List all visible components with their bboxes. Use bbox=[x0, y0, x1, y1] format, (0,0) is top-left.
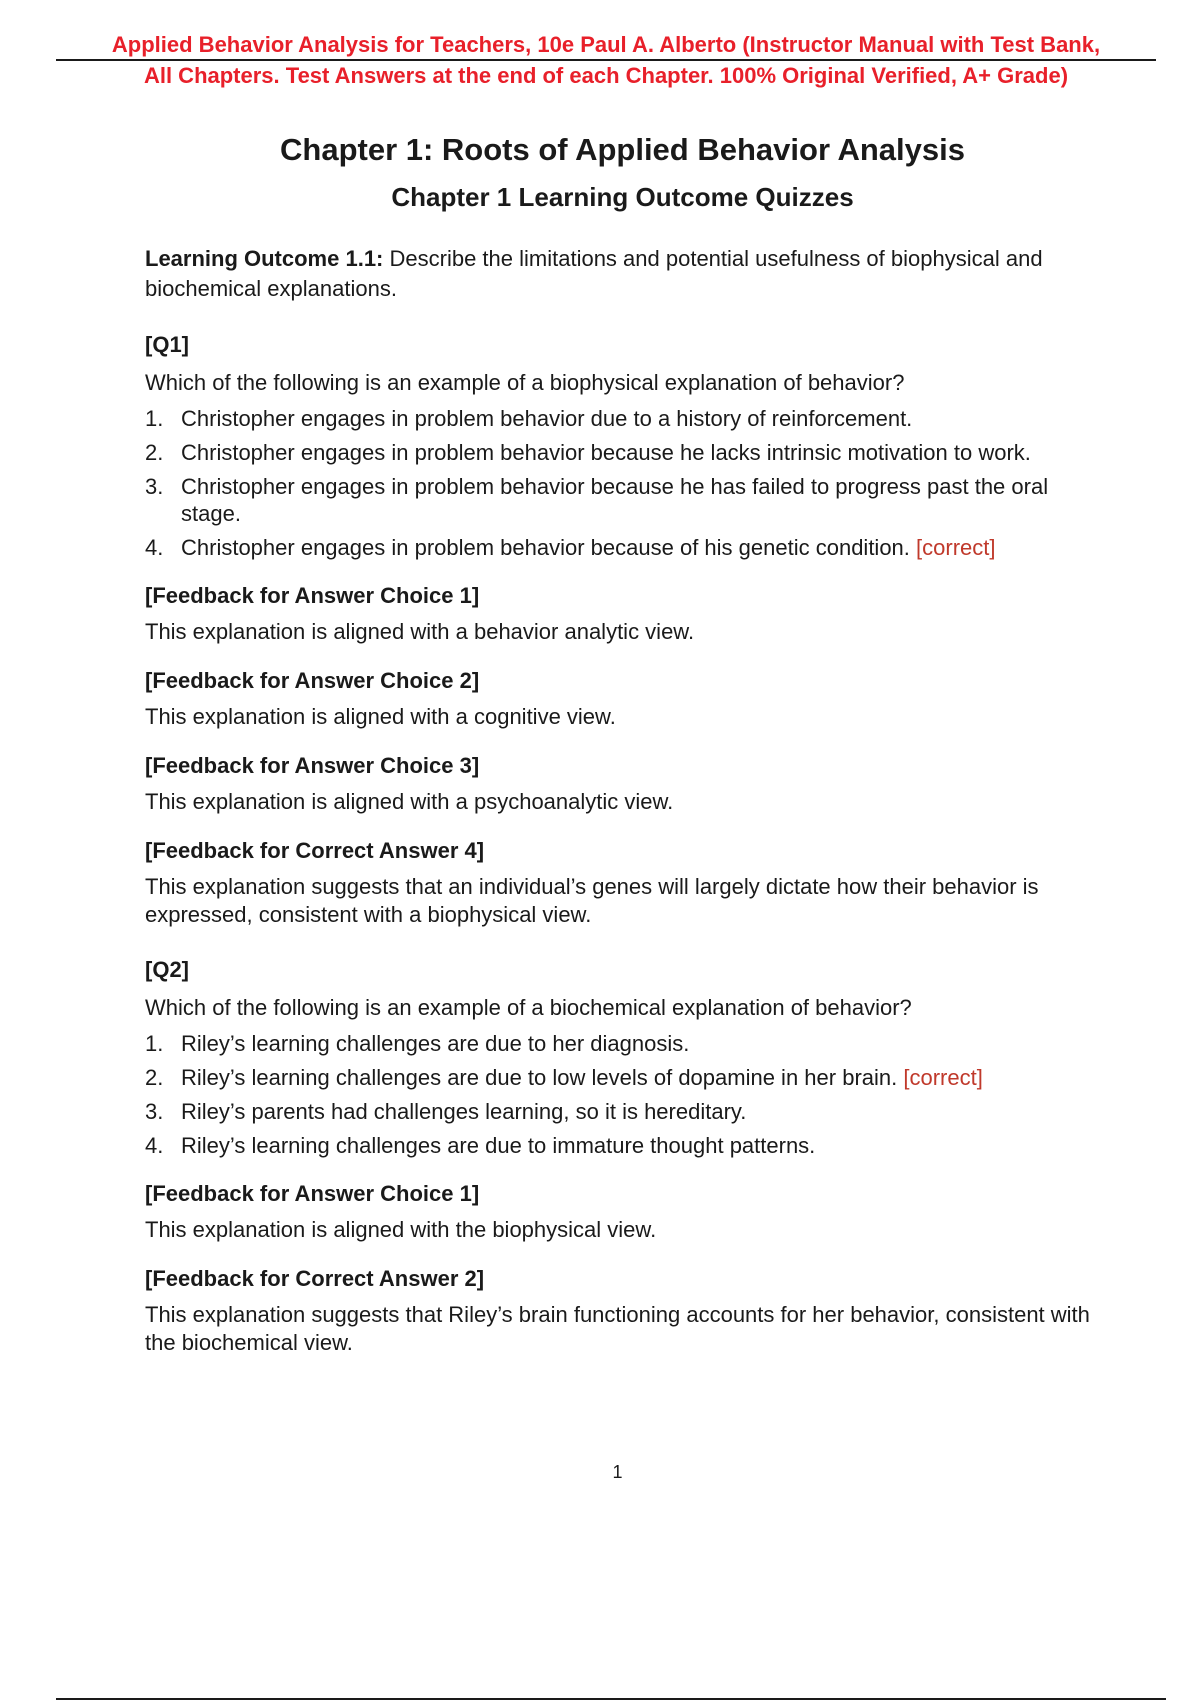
choice-item bbox=[145, 534, 1100, 561]
feedback-heading: [Feedback for Answer Choice 2] bbox=[145, 668, 480, 693]
chapter-title: Chapter 1: Roots of Applied Behavior Analysis bbox=[280, 132, 965, 167]
document-body bbox=[145, 130, 1100, 1357]
feedback-heading: [Feedback for Answer Choice 3] bbox=[145, 753, 480, 778]
choice-number: 2. bbox=[145, 1065, 164, 1090]
feedback-heading: [Feedback for Answer Choice 1] bbox=[145, 1181, 480, 1206]
correct-tag: [correct] bbox=[903, 1065, 983, 1090]
banner-line-1: Applied Behavior Analysis for Teachers, 10e Paul A. Alberto (Instructor Manual with Test Bank, bbox=[56, 30, 1156, 61]
feedback-heading: [Feedback for Answer Choice 1] bbox=[145, 583, 480, 608]
feedback-text: This explanation is aligned with a psychoanalytic view. bbox=[145, 789, 674, 814]
feedback-text: This explanation is aligned with a behavior analytic view. bbox=[145, 619, 695, 644]
feedback-heading: [Feedback for Correct Answer 4] bbox=[145, 838, 485, 863]
question-2-stem: Which of the following is an example of a biochemical explanation of behavior? bbox=[145, 995, 912, 1020]
feedback-text: This explanation is aligned with the biophysical view. bbox=[145, 1217, 657, 1242]
choice-text: Christopher engages in problem behavior due to a history of reinforcement. bbox=[181, 406, 913, 431]
choice-item bbox=[145, 1098, 1100, 1125]
learning-outcome-label: Learning Outcome 1.1: bbox=[145, 246, 384, 271]
choice-item bbox=[145, 439, 1100, 466]
banner-line-2: All Chapters. Test Answers at the end of each Chapter. 100% Original Verified, A+ Grade) bbox=[143, 63, 1069, 88]
choice-number: 3. bbox=[145, 474, 164, 499]
choice-text: Christopher engages in problem behavior because he lacks intrinsic motivation to work. bbox=[181, 440, 1031, 465]
feedback-text: This explanation suggests that Riley’s brain functioning accounts for her behavior, consistent with the biochemical view. bbox=[145, 1302, 1090, 1355]
correct-tag: [correct] bbox=[916, 535, 996, 560]
choice-item bbox=[145, 1132, 1100, 1159]
choice-item bbox=[145, 1064, 1100, 1091]
question-1-label: [Q1] bbox=[145, 332, 189, 357]
choice-number: 3. bbox=[145, 1099, 164, 1124]
chapter-subtitle: Chapter 1 Learning Outcome Quizzes bbox=[391, 182, 854, 212]
question-2-choices bbox=[145, 1030, 1100, 1159]
question-1-stem: Which of the following is an example of a biophysical explanation of behavior? bbox=[145, 370, 905, 395]
choice-text: Riley’s learning challenges are due to immature thought patterns. bbox=[181, 1133, 816, 1158]
choice-number: 1. bbox=[145, 406, 164, 431]
choice-number: 4. bbox=[145, 1133, 164, 1158]
choice-item bbox=[145, 473, 1100, 527]
choice-item bbox=[145, 1030, 1100, 1057]
choice-number: 4. bbox=[145, 535, 164, 560]
choice-text: Christopher engages in problem behavior because of his genetic condition. bbox=[181, 535, 917, 560]
choice-text: Riley’s learning challenges are due to low levels of dopamine in her brain. bbox=[181, 1065, 904, 1090]
page-number: 1 bbox=[612, 1462, 623, 1482]
question-1-choices bbox=[145, 405, 1100, 561]
feedback-text: This explanation is aligned with a cognitive view. bbox=[145, 704, 616, 729]
choice-text: Christopher engages in problem behavior because he has failed to progress past the oral stage. bbox=[181, 474, 1049, 526]
question-2-label: [Q2] bbox=[145, 957, 189, 982]
feedback-text: This explanation suggests that an individual’s genes will largely dictate how their behavior is expressed, consistent with a biophysical view. bbox=[145, 874, 1039, 927]
learning-outcome-text: Describe the limitations and potential usefulness of biophysical and biochemical explanations. bbox=[145, 246, 1043, 301]
document-banner bbox=[56, 30, 1156, 90]
choice-number: 2. bbox=[145, 440, 164, 465]
choice-number: 1. bbox=[145, 1031, 164, 1056]
learning-outcome bbox=[145, 244, 1100, 304]
choice-text: Riley’s parents had challenges learning, so it is hereditary. bbox=[181, 1099, 747, 1124]
choice-text: Riley’s learning challenges are due to her diagnosis. bbox=[181, 1031, 690, 1056]
choice-item bbox=[145, 405, 1100, 432]
feedback-heading: [Feedback for Correct Answer 2] bbox=[145, 1266, 485, 1291]
